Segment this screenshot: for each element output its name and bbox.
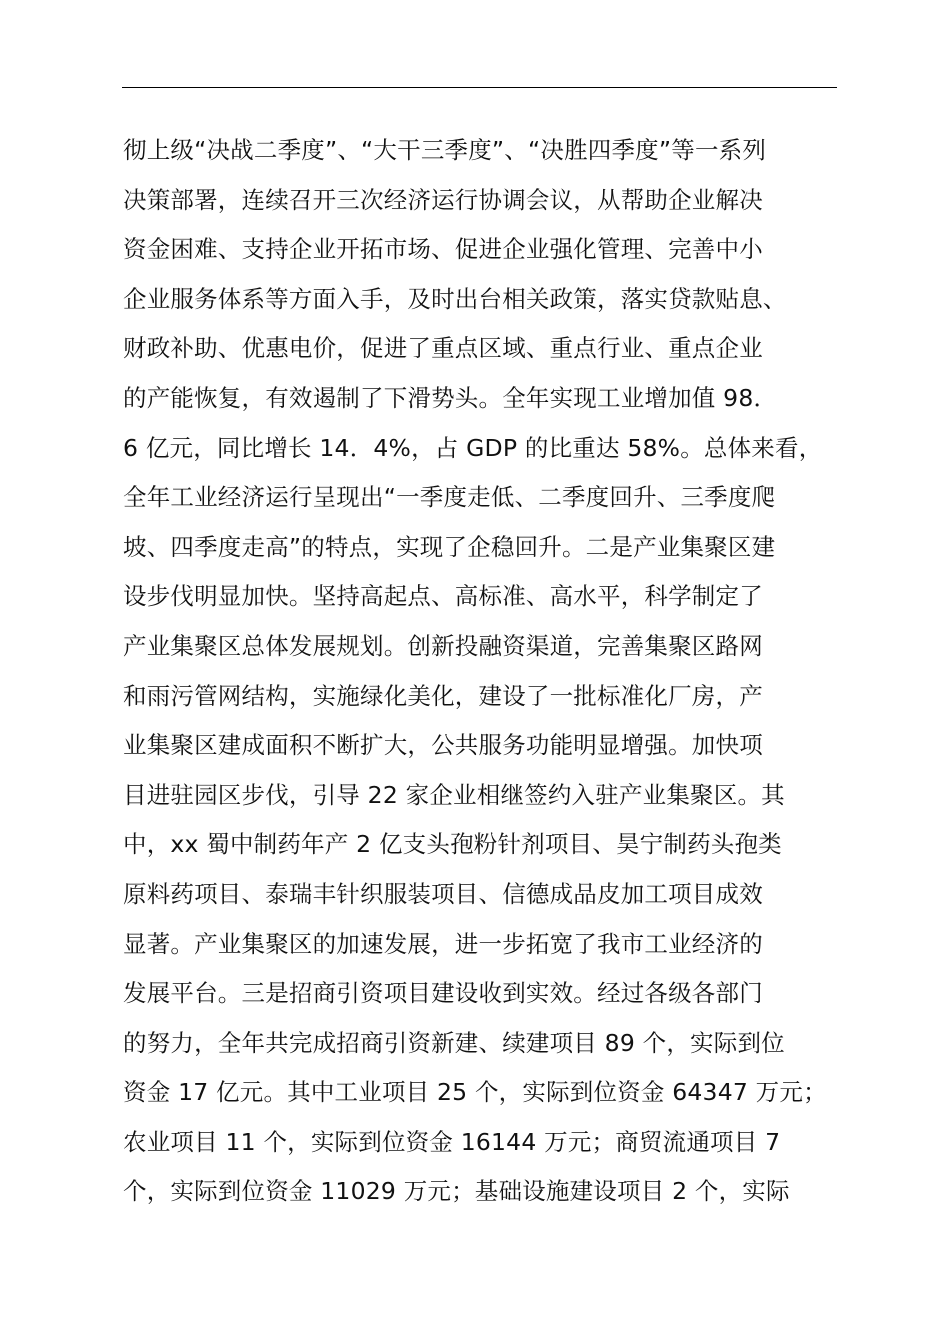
text-line: 的产能恢复，有效遏制了下滑势头。全年实现工业增加值 98．	[123, 383, 778, 412]
text-line: 彻上级“决战二季度”、“大干三季度”、“决胜四季度”等一系列	[123, 136, 767, 164]
text-line: 个，实际到位资金 11029 万元；基础设施建设项目 2 个，实际	[123, 1177, 790, 1206]
text-line: 产业集聚区总体发展规划。创新投融资渠道，完善集聚区路网	[123, 631, 763, 660]
text-line: 决策部署，连续召开三次经济运行协调会议，从帮助企业解决	[123, 185, 763, 214]
text-line: 企业服务体系等方面入手，及时出台相关政策，落实贷款贴息、	[123, 284, 787, 313]
text-line: 发展平台。三是招商引资项目建设收到实效。经过各级各部门	[123, 979, 763, 1008]
text-line: 坡、四季度走高”的特点，实现了企稳回升。二是产业集聚区建	[123, 532, 776, 561]
text-line: 设步伐明显加快。坚持高起点、高标准、高水平，科学制定了	[123, 582, 763, 611]
text-line: 中，xx 蜀中制药年产 2 亿支头孢粉针剂项目、昊宁制药头孢类	[123, 830, 782, 859]
text-line: 农业项目 11 个，实际到位资金 16144 万元；商贸流通项目 7	[123, 1127, 781, 1156]
text-line: 6 亿元，同比增长 14．4%，占 GDP 的比重达 58%。总体来看，	[123, 433, 823, 462]
text-line: 显著。产业集聚区的加速发展，进一步拓宽了我市工业经济的	[123, 929, 763, 958]
text-line: 业集聚区建成面积不断扩大，公共服务功能明显增强。加快项	[123, 731, 763, 760]
text-line: 和雨污管网结构，实施绿化美化，建设了一批标准化厂房，产	[123, 681, 763, 710]
header-rule	[122, 87, 837, 88]
text-line: 的努力，全年共完成招商引资新建、续建项目 89 个，实际到位	[123, 1028, 785, 1057]
text-line: 资金 17 亿元。其中工业项目 25 个，实际到位资金 64347 万元；	[123, 1078, 827, 1107]
text-line: 财政补助、优惠电价，促进了重点区域、重点行业、重点企业	[123, 334, 763, 363]
text-line: 全年工业经济运行呈现出“一季度走低、二季度回升、三季度爬	[123, 483, 776, 512]
text-line: 资金困难、支持企业开拓市场、促进企业强化管理、完善中小	[123, 235, 763, 264]
text-line: 目进驻园区步伐，引导 22 家企业相继签约入驻产业集聚区。其	[123, 780, 785, 809]
document-body	[123, 126, 873, 1217]
text-line: 原料药项目、泰瑞丰针织服装项目、信德成品皮加工项目成效	[123, 879, 763, 908]
